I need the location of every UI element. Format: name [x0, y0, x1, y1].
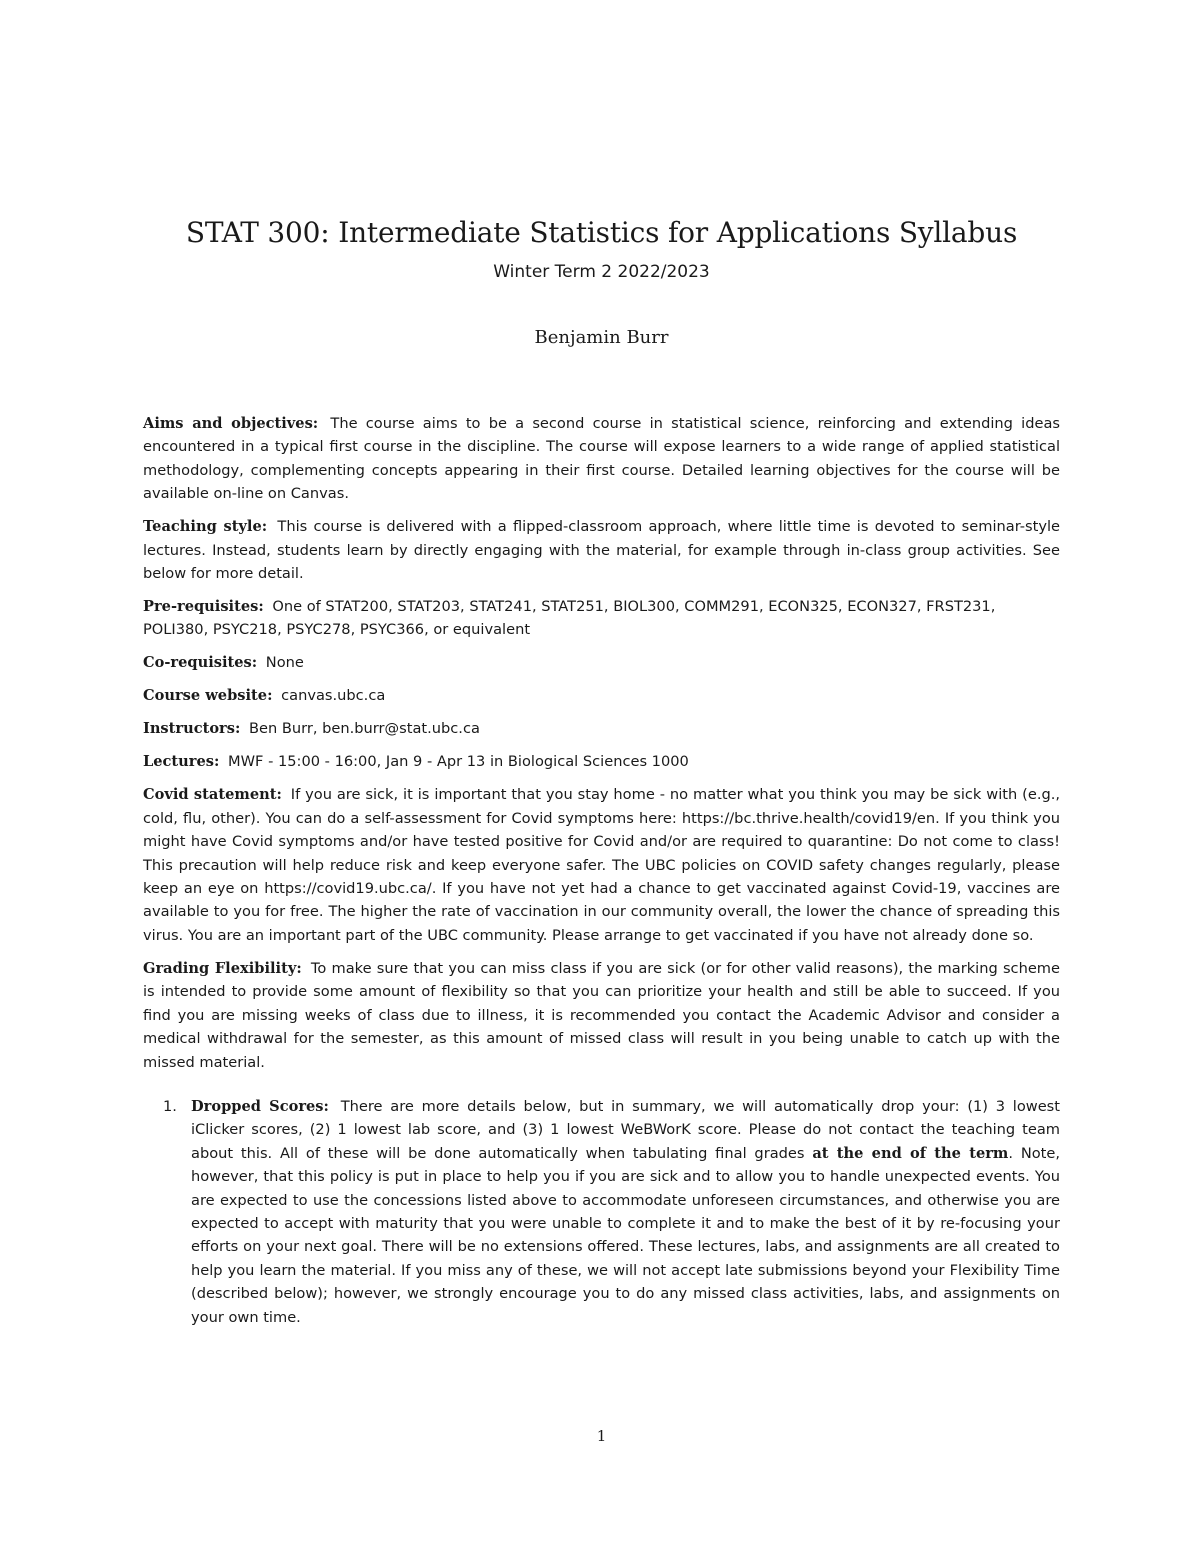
title-block [143, 214, 1060, 350]
section-text: To make sure that you can miss class if you are sick (or for other valid reasons), the marking scheme is intended to provide some amount of flexibility so that you can prioritize your health and still be able to succeed. If you find you are missing weeks of class due to illness, it is recommended you contact the Academic Advisor and consider a medical withdrawal for the semester, as this amount of missed class will result in you being unable to catch up with the missed material. [143, 959, 1060, 1071]
list-item [143, 1095, 1060, 1329]
document-title: STAT 300: Intermediate Statistics for Applications Syllabus [185, 216, 1018, 249]
page-number: 1 [596, 1427, 607, 1445]
section-label: Aims and objectives: [143, 415, 319, 432]
document-page [143, 0, 1060, 1553]
flexibility-list [143, 1095, 1060, 1329]
section-label: Co-requisites: [143, 654, 258, 672]
document-term: Winter Term 2 2022/2023 [493, 262, 710, 282]
section-prerequisites [143, 595, 1060, 642]
section-label: Teaching style: [143, 518, 268, 536]
section-covid-statement [143, 783, 1060, 947]
section-label: Covid statement: [143, 786, 282, 804]
section-label: Course website: [143, 687, 273, 705]
section-text: If you are sick, it is important that you stay home - no matter what you think you may be sick with (e.g., cold, flu, other). You can do a self-assessment for Covid symptoms here: https://bc.thrive.health/covid19/en. If you think you might have Covid symptoms and/or have tested positive for Covid and/or are required to quarantine: Do not come to class! This precaution will help reduce risk and keep everyone safer. The UBC policies on COVID safety changes regularly, please keep an eye on https://covid19.ubc.ca/. If you have not yet had a chance to get vaccinated against Covid-19, vaccines are available to you for free. The higher the rate of vaccination in our community overall, the lower the chance of spreading this virus. You are an important part of the UBC community. Please arrange to get vaccinated if you have not already done so. [143, 786, 1061, 944]
section-label: Lectures: [143, 753, 220, 771]
section-text: MWF - 15:00 - 16:00, Jan 9 - Apr 13 in Biological Sciences 1000 [228, 753, 689, 771]
course-website-link[interactable]: canvas.ubc.ca [281, 687, 386, 705]
list-item-emphasis: at the end of the term [812, 1144, 1009, 1162]
instructor-contact: Ben Burr, ben.burr@stat.ubc.ca [249, 720, 480, 738]
document-author: Benjamin Burr [534, 327, 669, 348]
section-grading-flexibility [143, 957, 1060, 1074]
list-item-label: Dropped Scores: [191, 1097, 329, 1115]
syllabus-body [143, 412, 1060, 1329]
list-item-text: . Note, however, that this policy is put in place to help you if you are sick and to allow you to handle unexpected events. You are expected to use the concessions listed above to accommodate unforeseen circumstances, and otherwise you are expected to accept with maturity that you were unable to complete it and to make the best of it by re-focusing your efforts on your next goal. There will be no extensions offered. These lectures, labs, and assignments are all created to help you learn the material. If you miss any of these, we will not accept late submissions beyond your Flexibility Time (described below); however, we strongly encourage you to do any missed class activities, labs, and assignments on your own time. [191, 1144, 1061, 1326]
section-text: This course is delivered with a flipped-classroom approach, where little time is devoted to seminar-style lectures. Instead, students learn by directly engaging with the material, for example through in-class group activities. See below for more detail. [143, 518, 1061, 583]
section-label: Pre-requisites: [143, 598, 264, 616]
section-text: None [265, 654, 304, 672]
section-course-website [143, 684, 1060, 707]
section-label: Grading Flexibility: [143, 959, 302, 977]
section-lectures [143, 750, 1060, 773]
section-corequisites [143, 651, 1060, 674]
list-item-text: There are more details below, but in summary, we will automatically drop your: (1) 3 lowest iClicker scores, (2) 1 lowest lab score, and (3) 1 lowest WeBWorK score. Please do not contact the teaching team about this. All of these will be done automatically when tabulating final grades [191, 1097, 1061, 1162]
section-label: Instructors: [143, 720, 241, 738]
section-teaching-style [143, 515, 1060, 585]
section-text: The course aims to be a second course in statistical science, reinforcing and extending ideas encountered in a typical first course in the discipline. The course will expose learners to a wide range of applied statistical methodology, complementing concepts appearing in their first course. Detailed learning objectives for the course will be available on-line on Canvas. [143, 415, 1060, 503]
section-aims [143, 412, 1060, 506]
list-item-number: 1. [163, 1097, 177, 1115]
section-instructors [143, 717, 1060, 740]
section-text: One of STAT200, STAT203, STAT241, STAT251, BIOL300, COMM291, ECON325, ECON327, FRST231, POLI380, PSYC218, PSYC278, PSYC366, or equivalent [143, 598, 996, 639]
